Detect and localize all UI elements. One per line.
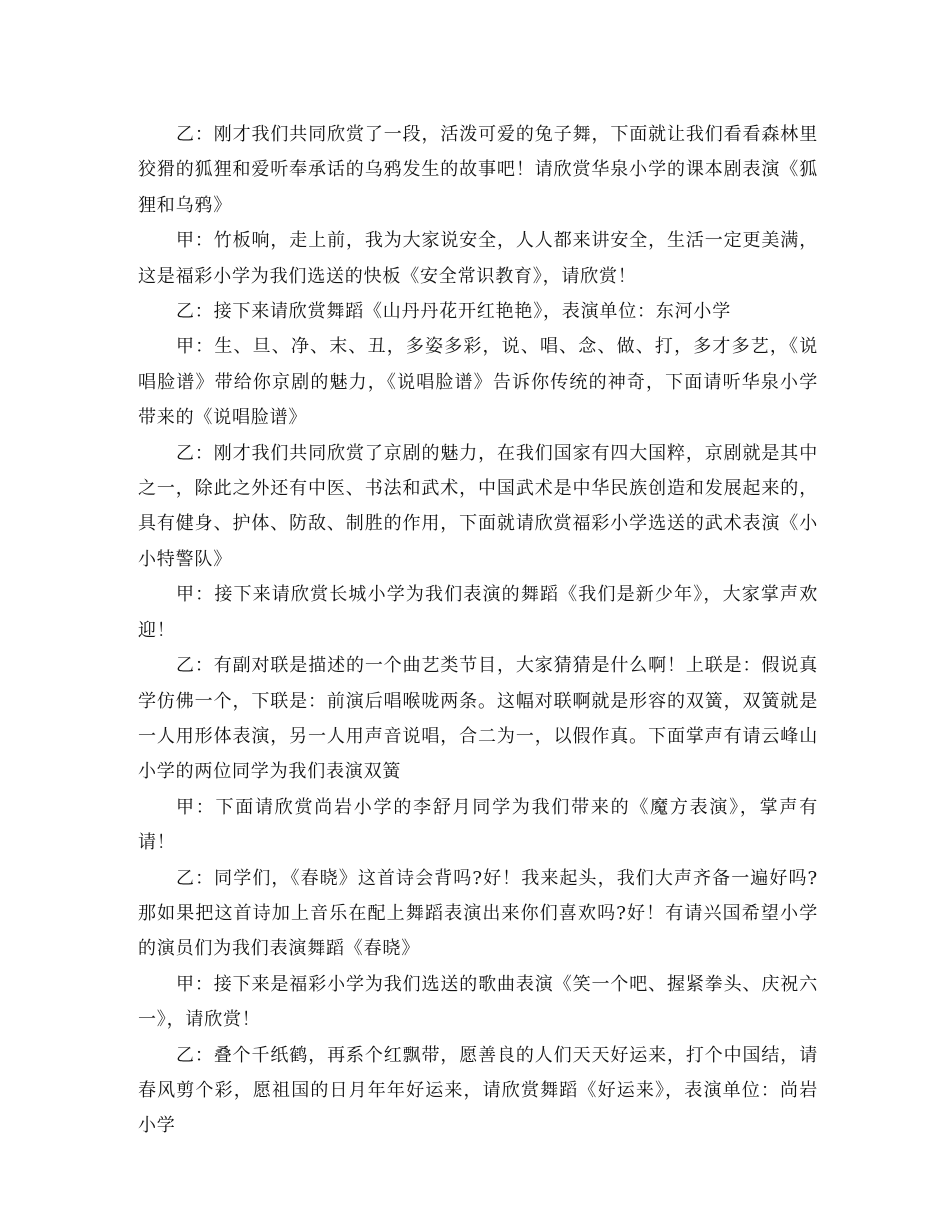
paragraph-9: 乙：同学们，《春晓》这首诗会背吗?好！我来起头，我们大声齐备一遍好吗?那如果把这首诗加上音乐在配上舞蹈表演出来你们喜欢吗?好！有请兴国希望小学的演员们为我们表演舞蹈《春晓》	[138, 867, 818, 960]
paragraph-11: 乙：叠个千纸鹤，再系个红飘带，愿善良的人们天天好运来，打个中国结，请春风剪个彩，愿祖国的日月年年好运来，请欣赏舞蹈《好运来》，表演单位：尚岩小学	[138, 1044, 818, 1137]
paragraph-1: 乙：刚才我们共同欣赏了一段，活泼可爱的兔子舞，下面就让我们看看森林里狡猾的狐狸和爱听奉承话的乌鸦发生的故事吧！请欣赏华泉小学的课本剧表演《狐狸和乌鸦》	[138, 124, 818, 216]
paragraph-7: 乙：有副对联是描述的一个曲艺类节目，大家猜猜是什么啊！上联是：假说真学仿佛一个，下联是：前演后唱喉咙两条。这幅对联啊就是形容的双簧，双簧就是一人用形体表演，另一人用声音说唱，合二为一，以假作真。下面掌声有请云峰山小学的两位同学为我们表演双簧	[138, 655, 818, 783]
paragraph-3: 乙：接下来请欣赏舞蹈《山丹丹花开红艳艳》，表演单位：东河小学	[176, 301, 731, 323]
paragraph-6: 甲：接下来请欣赏长城小学为我们表演的舞蹈《我们是新少年》，大家掌声欢迎！	[138, 584, 818, 641]
paragraph-2: 甲：竹板响，走上前，我为大家说安全，人人都来讲安全，生活一定更美满，这是福彩小学为我们选送的快板《安全常识教育》，请欣赏！	[138, 230, 818, 287]
paragraph-10: 甲：接下来是福彩小学为我们选送的歌曲表演《笑一个吧、握紧拳头、庆祝六一》，请欣赏！	[138, 973, 818, 1031]
document-body	[138, 117, 818, 1144]
paragraph-4: 甲：生、旦、净、末、丑，多姿多彩，说、唱、念、做、打，多才多艺，《说唱脸谱》带给你京剧的魅力，《说唱脸谱》告诉你传统的神奇，下面请听华泉小学带来的《说唱脸谱》	[138, 336, 818, 429]
paragraph-8: 甲：下面请欣赏尚岩小学的李舒月同学为我们带来的《魔方表演》，掌声有请！	[138, 796, 818, 854]
paragraph-5: 乙：刚才我们共同欣赏了京剧的魅力，在我们国家有四大国粹，京剧就是其中之一，除此之外还有中医、书法和武术，中国武术是中华民族创造和发展起来的，具有健身、护体、防敌、制胜的作用，下面就请欣赏福彩小学选送的武术表演《小小特警队》	[138, 442, 818, 570]
